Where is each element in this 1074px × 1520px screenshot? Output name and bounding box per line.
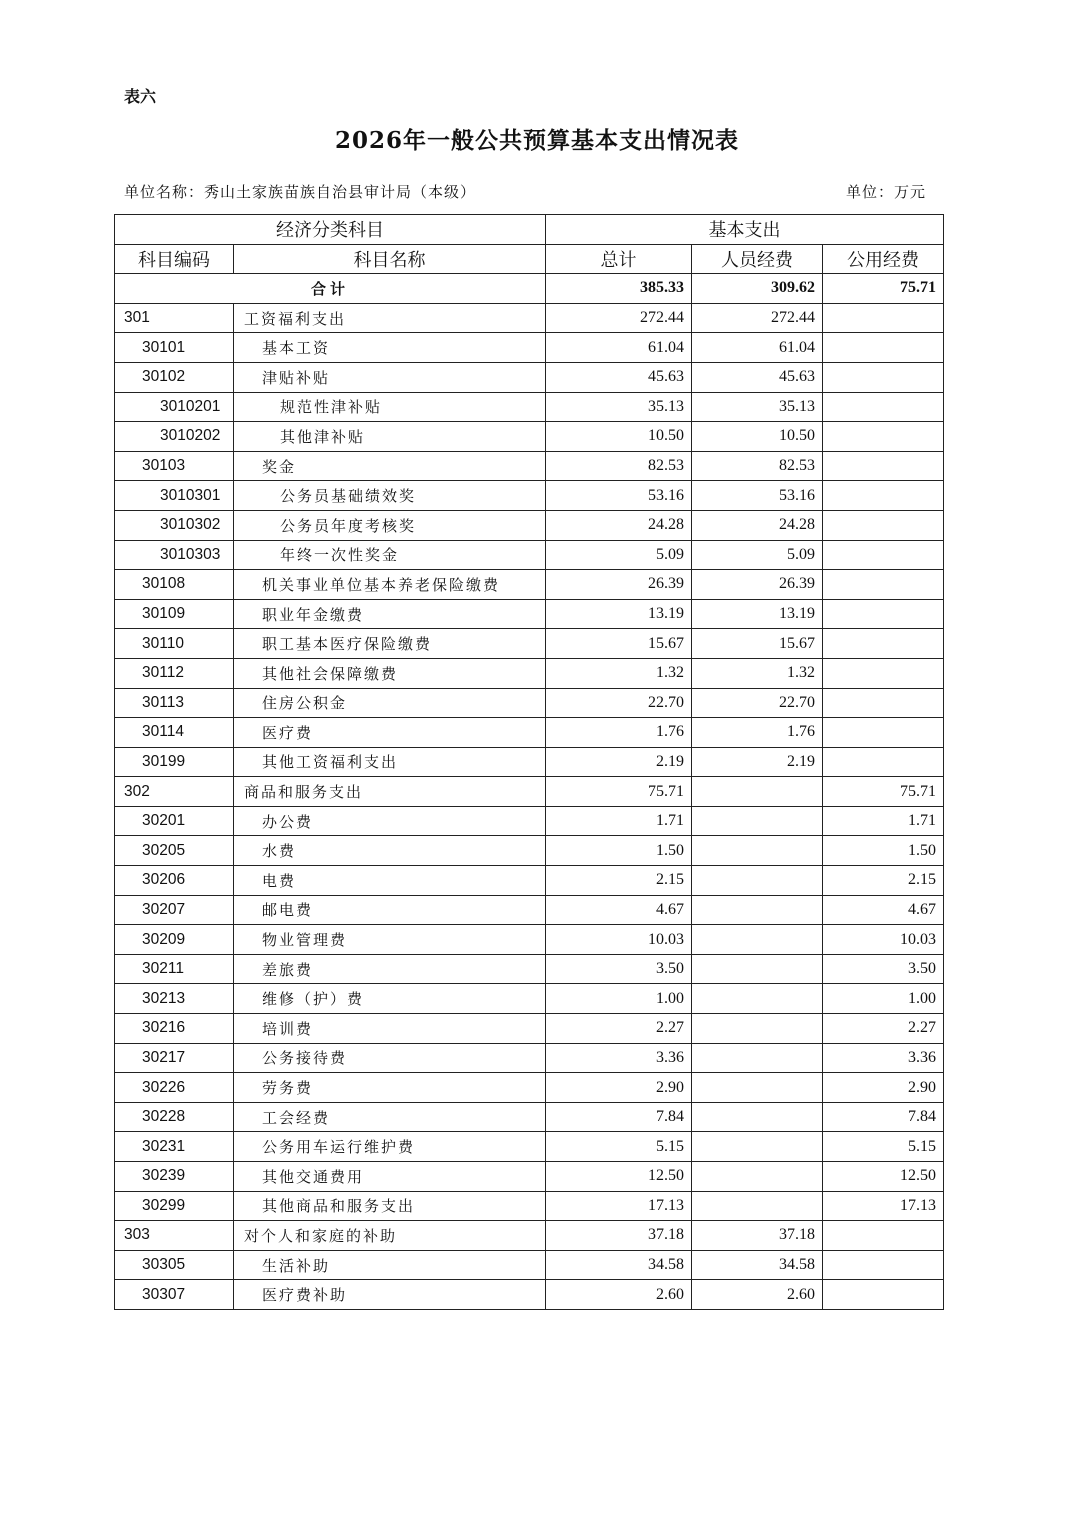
cell-personnel xyxy=(692,954,823,984)
cell-name: 邮电费 xyxy=(234,895,546,925)
table-row xyxy=(115,1191,944,1221)
cell-total: 1.76 xyxy=(546,718,692,748)
cell-public xyxy=(823,362,944,392)
cell-name: 机关事业单位基本养老保险缴费 xyxy=(234,570,546,600)
total-personnel: 309.62 xyxy=(692,274,823,304)
budget-table xyxy=(114,214,944,1310)
cell-code: 3010301 xyxy=(115,481,234,511)
cell-public xyxy=(823,303,944,333)
table-row xyxy=(115,1162,944,1192)
header-name: 科目名称 xyxy=(234,244,546,274)
cell-personnel: 2.60 xyxy=(692,1280,823,1310)
cell-total: 75.71 xyxy=(546,777,692,807)
cell-code: 30108 xyxy=(115,570,234,600)
cell-total: 4.67 xyxy=(546,895,692,925)
cell-public xyxy=(823,1280,944,1310)
cell-public: 3.50 xyxy=(823,954,944,984)
cell-personnel xyxy=(692,806,823,836)
table-row xyxy=(115,1073,944,1103)
total-row xyxy=(115,274,944,304)
cell-public: 1.00 xyxy=(823,984,944,1014)
cell-name: 生活补助 xyxy=(234,1250,546,1280)
cell-personnel: 2.19 xyxy=(692,747,823,777)
cell-total: 1.71 xyxy=(546,806,692,836)
cell-total: 1.00 xyxy=(546,984,692,1014)
cell-code: 30231 xyxy=(115,1132,234,1162)
cell-public xyxy=(823,422,944,452)
cell-total: 2.27 xyxy=(546,1014,692,1044)
cell-public xyxy=(823,688,944,718)
cell-total: 1.32 xyxy=(546,658,692,688)
cell-code: 3010201 xyxy=(115,392,234,422)
cell-code: 30112 xyxy=(115,658,234,688)
header-total: 总计 xyxy=(546,244,692,274)
header-econ-class: 经济分类科目 xyxy=(115,215,546,245)
cell-personnel: 1.76 xyxy=(692,718,823,748)
cell-name: 职工基本医疗保险缴费 xyxy=(234,629,546,659)
header-row-group xyxy=(115,215,944,245)
cell-personnel: 13.19 xyxy=(692,599,823,629)
table-row xyxy=(115,895,944,925)
cell-public: 17.13 xyxy=(823,1191,944,1221)
table-row xyxy=(115,688,944,718)
cell-personnel xyxy=(692,777,823,807)
cell-code: 30110 xyxy=(115,629,234,659)
cell-code: 30109 xyxy=(115,599,234,629)
cell-code: 30239 xyxy=(115,1162,234,1192)
cell-public xyxy=(823,1250,944,1280)
cell-total: 10.03 xyxy=(546,925,692,955)
cell-code: 30201 xyxy=(115,806,234,836)
cell-code: 30114 xyxy=(115,718,234,748)
cell-total: 53.16 xyxy=(546,481,692,511)
cell-personnel: 26.39 xyxy=(692,570,823,600)
cell-name: 工会经费 xyxy=(234,1102,546,1132)
cell-code: 301 xyxy=(115,303,234,333)
cell-code: 30305 xyxy=(115,1250,234,1280)
cell-name: 水费 xyxy=(234,836,546,866)
unit-name-label: 单位名称：秀山土家族苗族自治县审计局（本级） xyxy=(124,183,477,201)
table-row xyxy=(115,392,944,422)
table-row xyxy=(115,954,944,984)
table-row xyxy=(115,599,944,629)
cell-total: 2.19 xyxy=(546,747,692,777)
cell-name: 办公费 xyxy=(234,806,546,836)
cell-name: 公务用车运行维护费 xyxy=(234,1132,546,1162)
cell-total: 1.50 xyxy=(546,836,692,866)
cell-public xyxy=(823,570,944,600)
cell-personnel xyxy=(692,1014,823,1044)
cell-total: 61.04 xyxy=(546,333,692,363)
cell-code: 303 xyxy=(115,1221,234,1251)
cell-personnel xyxy=(692,1102,823,1132)
cell-code: 30113 xyxy=(115,688,234,718)
cell-personnel: 22.70 xyxy=(692,688,823,718)
cell-name: 其他交通费用 xyxy=(234,1162,546,1192)
cell-personnel: 61.04 xyxy=(692,333,823,363)
cell-code: 30103 xyxy=(115,451,234,481)
cell-code: 30226 xyxy=(115,1073,234,1103)
cell-personnel: 10.50 xyxy=(692,422,823,452)
cell-name: 电费 xyxy=(234,866,546,896)
cell-public xyxy=(823,1221,944,1251)
cell-code: 30299 xyxy=(115,1191,234,1221)
cell-personnel: 53.16 xyxy=(692,481,823,511)
cell-name: 物业管理费 xyxy=(234,925,546,955)
table-row xyxy=(115,333,944,363)
cell-public: 75.71 xyxy=(823,777,944,807)
cell-total: 5.09 xyxy=(546,540,692,570)
table-row xyxy=(115,362,944,392)
cell-name: 对个人和家庭的补助 xyxy=(234,1221,546,1251)
table-row xyxy=(115,303,944,333)
cell-public: 2.27 xyxy=(823,1014,944,1044)
table-row xyxy=(115,1043,944,1073)
cell-personnel: 1.32 xyxy=(692,658,823,688)
cell-public xyxy=(823,510,944,540)
cell-personnel: 34.58 xyxy=(692,1250,823,1280)
table-row xyxy=(115,806,944,836)
cell-name: 工资福利支出 xyxy=(234,303,546,333)
table-row xyxy=(115,1132,944,1162)
table-row xyxy=(115,1280,944,1310)
cell-name: 医疗费补助 xyxy=(234,1280,546,1310)
header-basic-expense: 基本支出 xyxy=(546,215,944,245)
cell-total: 2.90 xyxy=(546,1073,692,1103)
cell-total: 272.44 xyxy=(546,303,692,333)
cell-code: 30217 xyxy=(115,1043,234,1073)
table-row xyxy=(115,718,944,748)
header-public: 公用经费 xyxy=(823,244,944,274)
cell-personnel xyxy=(692,1132,823,1162)
table-row xyxy=(115,510,944,540)
cell-public xyxy=(823,629,944,659)
cell-name: 公务员年度考核奖 xyxy=(234,510,546,540)
table-row xyxy=(115,1102,944,1132)
cell-total: 35.13 xyxy=(546,392,692,422)
cell-name: 职业年金缴费 xyxy=(234,599,546,629)
cell-name: 住房公积金 xyxy=(234,688,546,718)
table-row xyxy=(115,1221,944,1251)
cell-name: 公务接待费 xyxy=(234,1043,546,1073)
cell-name: 规范性津补贴 xyxy=(234,392,546,422)
cell-name: 其他工资福利支出 xyxy=(234,747,546,777)
cell-public: 2.90 xyxy=(823,1073,944,1103)
cell-public: 1.50 xyxy=(823,836,944,866)
cell-personnel: 272.44 xyxy=(692,303,823,333)
cell-public: 1.71 xyxy=(823,806,944,836)
table-row xyxy=(115,481,944,511)
cell-code: 30102 xyxy=(115,362,234,392)
cell-code: 3010302 xyxy=(115,510,234,540)
cell-total: 15.67 xyxy=(546,629,692,659)
cell-total: 17.13 xyxy=(546,1191,692,1221)
cell-code: 3010303 xyxy=(115,540,234,570)
cell-public xyxy=(823,392,944,422)
cell-total: 22.70 xyxy=(546,688,692,718)
cell-personnel: 15.67 xyxy=(692,629,823,659)
cell-public: 5.15 xyxy=(823,1132,944,1162)
cell-total: 45.63 xyxy=(546,362,692,392)
cell-code: 30205 xyxy=(115,836,234,866)
total-total: 385.33 xyxy=(546,274,692,304)
table-row xyxy=(115,629,944,659)
cell-total: 10.50 xyxy=(546,422,692,452)
cell-code: 30216 xyxy=(115,1014,234,1044)
cell-public: 7.84 xyxy=(823,1102,944,1132)
cell-personnel xyxy=(692,836,823,866)
cell-personnel xyxy=(692,1191,823,1221)
table-row xyxy=(115,451,944,481)
table-row xyxy=(115,540,944,570)
table-row xyxy=(115,984,944,1014)
total-label: 合计 xyxy=(115,274,546,304)
cell-name: 维修（护）费 xyxy=(234,984,546,1014)
cell-code: 30307 xyxy=(115,1280,234,1310)
cell-personnel xyxy=(692,1043,823,1073)
cell-total: 3.50 xyxy=(546,954,692,984)
cell-public xyxy=(823,658,944,688)
table-row xyxy=(115,747,944,777)
cell-public: 3.36 xyxy=(823,1043,944,1073)
cell-personnel xyxy=(692,984,823,1014)
cell-personnel xyxy=(692,1073,823,1103)
cell-name: 劳务费 xyxy=(234,1073,546,1103)
cell-personnel: 37.18 xyxy=(692,1221,823,1251)
cell-code: 30199 xyxy=(115,747,234,777)
table-row xyxy=(115,1250,944,1280)
cell-public xyxy=(823,718,944,748)
cell-code: 30206 xyxy=(115,866,234,896)
cell-public: 2.15 xyxy=(823,866,944,896)
table-row xyxy=(115,866,944,896)
header-personnel: 人员经费 xyxy=(692,244,823,274)
cell-total: 7.84 xyxy=(546,1102,692,1132)
header-row-columns xyxy=(115,244,944,274)
cell-code: 30101 xyxy=(115,333,234,363)
cell-public xyxy=(823,481,944,511)
table-row xyxy=(115,570,944,600)
cell-total: 5.15 xyxy=(546,1132,692,1162)
cell-total: 24.28 xyxy=(546,510,692,540)
cell-public xyxy=(823,540,944,570)
cell-public: 10.03 xyxy=(823,925,944,955)
cell-personnel xyxy=(692,866,823,896)
cell-name: 差旅费 xyxy=(234,954,546,984)
cell-personnel: 35.13 xyxy=(692,392,823,422)
cell-public xyxy=(823,333,944,363)
cell-total: 2.15 xyxy=(546,866,692,896)
cell-name: 基本工资 xyxy=(234,333,546,363)
cell-total: 37.18 xyxy=(546,1221,692,1251)
cell-code: 30209 xyxy=(115,925,234,955)
cell-name: 医疗费 xyxy=(234,718,546,748)
cell-code: 30207 xyxy=(115,895,234,925)
table-row xyxy=(115,777,944,807)
cell-personnel xyxy=(692,1162,823,1192)
table-row xyxy=(115,925,944,955)
cell-name: 其他津补贴 xyxy=(234,422,546,452)
cell-personnel: 45.63 xyxy=(692,362,823,392)
cell-total: 82.53 xyxy=(546,451,692,481)
cell-code: 302 xyxy=(115,777,234,807)
cell-code: 30228 xyxy=(115,1102,234,1132)
cell-total: 12.50 xyxy=(546,1162,692,1192)
cell-name: 商品和服务支出 xyxy=(234,777,546,807)
cell-name: 津贴补贴 xyxy=(234,362,546,392)
cell-name: 其他商品和服务支出 xyxy=(234,1191,546,1221)
cell-personnel: 5.09 xyxy=(692,540,823,570)
table-row xyxy=(115,422,944,452)
cell-personnel: 82.53 xyxy=(692,451,823,481)
cell-name: 培训费 xyxy=(234,1014,546,1044)
cell-code: 3010202 xyxy=(115,422,234,452)
cell-name: 年终一次性奖金 xyxy=(234,540,546,570)
total-public: 75.71 xyxy=(823,274,944,304)
cell-total: 2.60 xyxy=(546,1280,692,1310)
table-number: 表六 xyxy=(124,87,157,106)
cell-total: 3.36 xyxy=(546,1043,692,1073)
cell-public xyxy=(823,451,944,481)
cell-name: 其他社会保障缴费 xyxy=(234,658,546,688)
cell-total: 26.39 xyxy=(546,570,692,600)
cell-personnel xyxy=(692,925,823,955)
header-code: 科目编码 xyxy=(115,244,234,274)
cell-public: 12.50 xyxy=(823,1162,944,1192)
cell-name: 奖金 xyxy=(234,451,546,481)
cell-total: 34.58 xyxy=(546,1250,692,1280)
cell-personnel xyxy=(692,895,823,925)
cell-code: 30213 xyxy=(115,984,234,1014)
page-title: 2026年一般公共预算基本支出情况表 xyxy=(334,127,739,154)
currency-unit-label: 单位：万元 xyxy=(846,183,927,201)
cell-public xyxy=(823,747,944,777)
table-row xyxy=(115,658,944,688)
table-row xyxy=(115,836,944,866)
table-row xyxy=(115,1014,944,1044)
cell-personnel: 24.28 xyxy=(692,510,823,540)
cell-code: 30211 xyxy=(115,954,234,984)
cell-public xyxy=(823,599,944,629)
cell-total: 13.19 xyxy=(546,599,692,629)
cell-name: 公务员基础绩效奖 xyxy=(234,481,546,511)
cell-public: 4.67 xyxy=(823,895,944,925)
